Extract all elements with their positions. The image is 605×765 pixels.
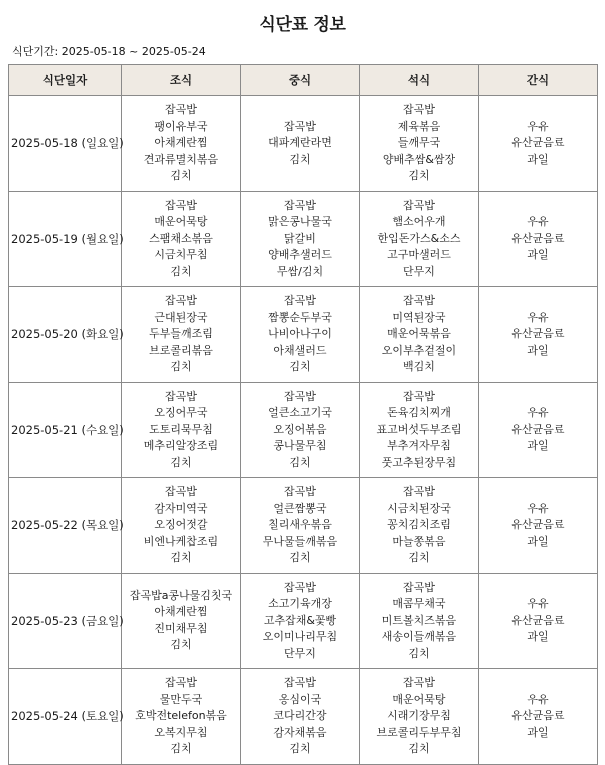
menu-item: 근대된장국: [154, 310, 208, 324]
cell-snack: [479, 669, 598, 765]
menu-item: 고구마샐러드: [387, 248, 451, 261]
menu-item: 코다리간장: [273, 709, 327, 722]
cell-date: 2025-05-21 (수요일): [9, 382, 122, 478]
table-row: [9, 573, 598, 669]
menu-item: 표고버섯두부조림: [376, 422, 462, 436]
menu-item: 꽁치김치조림: [387, 518, 451, 531]
menu-item: 우유: [527, 215, 549, 228]
menu-item: 우유: [527, 597, 549, 610]
cell-breakfast: [122, 287, 241, 383]
menu-item: 김치: [170, 742, 192, 755]
menu-item: 김치: [289, 360, 311, 373]
menu-item: 브로콜리두부무침: [376, 725, 462, 739]
menu-item: 햄소어우개: [392, 215, 446, 228]
menu-item: 제육볶음: [397, 119, 441, 133]
menu-item: 잡곡밥: [284, 198, 316, 212]
menu-item: 양배추샐러드: [268, 248, 332, 261]
menu-item: 유산균음료: [511, 709, 565, 722]
menu-item: 유산균음료: [511, 422, 565, 436]
menu-item: 김치: [408, 551, 430, 564]
table-row: [9, 478, 598, 574]
menu-item: 미트볼치즈볶음: [381, 613, 457, 627]
menu-item: 잡곡밥: [165, 676, 197, 689]
menu-item: 김치: [170, 638, 192, 652]
menu-item: 김치: [170, 551, 192, 564]
menu-item: 잡곡밥: [403, 103, 435, 116]
menu-item: 잡곡밥: [284, 485, 316, 498]
menu-item: 잡곡밥: [165, 198, 197, 212]
menu-item: 시래기장무침: [387, 709, 451, 722]
table-row: [9, 96, 598, 192]
menu-item: 잡곡밥: [403, 676, 435, 689]
menu-item: 아채샐러드: [273, 343, 327, 357]
cell-lunch: [241, 669, 360, 765]
menu-item: 우유: [527, 119, 549, 133]
menu-item: 맑은콩나물국: [268, 215, 332, 228]
menu-item: 돈육김치찌개: [387, 406, 451, 419]
table-body: [9, 96, 598, 765]
menu-item: 메추리알장조림: [143, 439, 219, 452]
cell-dinner: [360, 287, 479, 383]
menu-item: 시금치무침: [154, 248, 208, 261]
meal-plan-table: [8, 64, 598, 765]
menu-item: 매운어묵볶음: [387, 327, 451, 340]
cell-lunch: [241, 191, 360, 287]
menu-item: 오이부추겉절이: [381, 343, 457, 357]
menu-item: 옹심이국: [278, 692, 322, 706]
menu-item: 브로콜리볶음: [149, 343, 213, 357]
column-header-dinner: 석식: [360, 65, 479, 96]
cell-snack: [479, 96, 598, 192]
menu-item: 잡곡밥: [284, 119, 316, 133]
table-header-row: [9, 65, 598, 96]
column-header-breakfast: 조식: [122, 65, 241, 96]
menu-item: 소고기육개장: [268, 597, 332, 610]
menu-item: 비엔나케찹조림: [143, 534, 219, 548]
menu-item: 들깨무국: [397, 136, 441, 149]
menu-item: 칠리새우볶음: [268, 518, 332, 531]
menu-item: 아채계란찜: [154, 605, 208, 619]
cell-snack: [479, 287, 598, 383]
menu-item: 김치: [170, 169, 192, 182]
menu-item: 무나물들깨볶음: [262, 534, 338, 548]
menu-item: 팽이유부국: [154, 119, 208, 133]
menu-item: 잡곡밥: [165, 485, 197, 498]
cell-lunch: [241, 478, 360, 574]
cell-date: 2025-05-19 (월요일): [9, 191, 122, 287]
column-header-snack: 간식: [479, 65, 598, 96]
cell-lunch: [241, 96, 360, 192]
menu-item: 얼큰소고기국: [268, 406, 332, 419]
cell-snack: [479, 478, 598, 574]
menu-item: 견과류멸치볶음: [143, 152, 219, 166]
menu-item: 김치: [170, 455, 192, 469]
menu-item: 물만두국: [159, 692, 203, 706]
menu-item: 잡곡밥: [165, 103, 197, 116]
table-row: [9, 287, 598, 383]
cell-dinner: [360, 669, 479, 765]
cell-breakfast: [122, 191, 241, 287]
cell-breakfast: [122, 478, 241, 574]
menu-item: 잡곡밥: [284, 580, 316, 594]
menu-item: 두부들깨조림: [149, 327, 213, 340]
menu-item: 유산균음료: [511, 231, 565, 245]
menu-period-label: 식단기간: 2025-05-18 ~ 2025-05-24: [12, 45, 206, 58]
cell-snack: [479, 191, 598, 287]
cell-date: 2025-05-24 (토요일): [9, 669, 122, 765]
cell-date: 2025-05-20 (화요일): [9, 287, 122, 383]
menu-item: 유산균음료: [511, 327, 565, 340]
menu-item: 짬뽕순두부국: [268, 310, 332, 324]
menu-page: [0, 10, 605, 765]
menu-item: 김치: [408, 169, 430, 182]
menu-item: 닭갈비: [284, 231, 316, 245]
cell-dinner: [360, 573, 479, 669]
menu-item: 고추잡채&꽃빵: [263, 613, 337, 627]
menu-item: 스팸채소볶음: [149, 231, 213, 245]
menu-item: 유산균음료: [511, 518, 565, 531]
menu-item: 과일: [527, 439, 549, 452]
menu-item: 김치: [289, 455, 311, 469]
menu-item: 우유: [527, 310, 549, 324]
menu-item: 콩나물무침: [273, 439, 327, 452]
menu-item: 진미채무침: [154, 621, 208, 635]
menu-item: 얼큰짬뽕국: [273, 501, 327, 515]
menu-item: 잡곡밥: [284, 389, 316, 403]
menu-item: 과일: [527, 534, 549, 548]
menu-item: 잡곡밥: [165, 294, 197, 307]
cell-dinner: [360, 382, 479, 478]
column-header-date: 식단일자: [9, 65, 122, 96]
column-header-lunch: 중식: [241, 65, 360, 96]
menu-item: 단무지: [284, 646, 316, 660]
menu-item: 백김치: [403, 360, 435, 373]
cell-breakfast: [122, 573, 241, 669]
menu-item: 감자채볶음: [273, 725, 327, 739]
menu-item: 미역된장국: [392, 310, 446, 324]
menu-item: 잡곡밥: [403, 580, 435, 594]
menu-item: 김치: [408, 646, 430, 660]
cell-dinner: [360, 96, 479, 192]
menu-item: 김치: [170, 264, 192, 278]
menu-item: 잡곡밥: [403, 389, 435, 403]
menu-item: 마늘쫑볶음: [392, 534, 446, 548]
menu-item: 매콤무채국: [392, 597, 446, 610]
menu-item: 우유: [527, 501, 549, 515]
cell-lunch: [241, 382, 360, 478]
menu-item: 새송이들깨볶음: [381, 630, 457, 643]
menu-item: 무쌈/김치: [276, 264, 324, 278]
menu-item: 과일: [527, 248, 549, 261]
menu-item: 감자미역국: [154, 501, 208, 515]
menu-item: 우유: [527, 692, 549, 706]
cell-breakfast: [122, 382, 241, 478]
menu-item: 김치: [289, 551, 311, 564]
cell-date: 2025-05-22 (목요일): [9, 478, 122, 574]
cell-breakfast: [122, 96, 241, 192]
table-row: [9, 669, 598, 765]
menu-item: 잡곡밥: [403, 198, 435, 212]
cell-dinner: [360, 478, 479, 574]
cell-snack: [479, 382, 598, 478]
menu-item: 잡곡밥a콩나물김칫국: [129, 588, 233, 602]
menu-item: 과일: [527, 152, 549, 166]
menu-item: 오징어볶음: [273, 422, 327, 436]
menu-item: 매운어묵탕: [154, 215, 208, 228]
menu-item: 유산균음료: [511, 613, 565, 627]
menu-item: 잡곡밥: [165, 389, 197, 403]
cell-date: 2025-05-18 (일요일): [9, 96, 122, 192]
menu-item: 아채계란찜: [154, 136, 208, 149]
cell-lunch: [241, 573, 360, 669]
table-row: [9, 382, 598, 478]
menu-item: 대파계란라면: [268, 136, 332, 149]
menu-item: 시금치된장국: [387, 501, 451, 515]
cell-snack: [479, 573, 598, 669]
menu-item: 우유: [527, 406, 549, 419]
table-row: [9, 191, 598, 287]
menu-item: 나비아나구이: [268, 327, 332, 340]
menu-item: 과일: [527, 725, 549, 739]
menu-item: 김치: [170, 360, 192, 373]
cell-breakfast: [122, 669, 241, 765]
menu-item: 김치: [289, 742, 311, 755]
cell-lunch: [241, 287, 360, 383]
menu-item: 풋고추된장무침: [381, 455, 457, 469]
menu-item: 오징어젓갈: [154, 518, 208, 531]
menu-item: 한입돈가스&소스: [377, 231, 461, 245]
menu-item: 잡곡밥: [284, 676, 316, 689]
menu-item: 양배추쌈&쌈장: [382, 152, 456, 166]
menu-item: 김치: [408, 742, 430, 755]
menu-item: 오이미나리무침: [262, 630, 338, 643]
menu-item: 단무지: [403, 264, 435, 278]
menu-item: 유산균음료: [511, 136, 565, 149]
menu-item: 매운어묵탕: [392, 692, 446, 706]
menu-item: 부추겨자무침: [387, 439, 451, 452]
menu-item: 호박전telefon볶음: [135, 709, 227, 722]
menu-item: 잡곡밥: [403, 294, 435, 307]
menu-item: 과일: [527, 630, 549, 643]
menu-item: 과일: [527, 343, 549, 357]
page-title: 식단표 정보: [259, 15, 346, 35]
cell-date: 2025-05-23 (금요일): [9, 573, 122, 669]
menu-item: 잡곡밥: [403, 485, 435, 498]
menu-item: 오복지무침: [154, 725, 208, 739]
menu-item: 오징어무국: [154, 406, 208, 419]
menu-item: 도토리묵무침: [149, 422, 213, 436]
cell-dinner: [360, 191, 479, 287]
menu-item: 잡곡밥: [284, 294, 316, 307]
menu-item: 김치: [289, 152, 311, 166]
